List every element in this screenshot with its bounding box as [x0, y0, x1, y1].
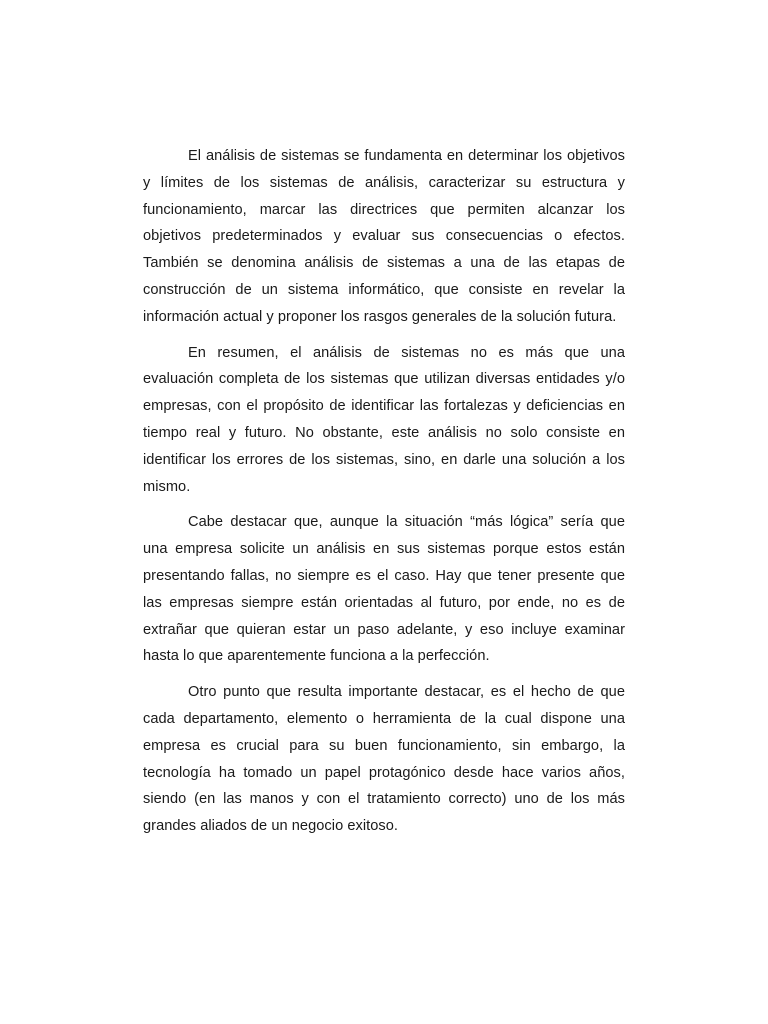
paragraph-2: En resumen, el análisis de sistemas no es más que una evaluación completa de los sistemas que utilizan diversas entidades y/o empresas, con el propósito de identificar las fortalezas y deficiencias en tiempo real y futuro. No obstante, este análisis no solo consiste en identificar los errores de los sistemas, sino, en darle una solución a los mismo.: [143, 344, 625, 495]
paragraph-4: Otro punto que resulta importante destacar, es el hecho de que cada departamento, elemento o herramienta de la cual dispone una empresa es crucial para su buen funcionamiento, sin embargo, la tecnología ha tomado un papel protagónico desde hace varios años, siendo (en las manos y con el tratamiento correcto) uno de los más grandes aliados de un negocio exitoso.: [143, 684, 625, 835]
paragraph-3: Cabe destacar que, aunque la situación “más lógica” sería que una empresa solicite un análisis en sus sistemas porque estos están presentando fallas, no siempre es el caso. Hay que tener presente que las empresas siempre están orientadas al futuro, por ende, no es de extrañar que quieran estar un paso adelante, y eso incluye examinar hasta lo que aparentemente funciona a la perfección.: [143, 514, 625, 665]
document-body: [143, 143, 625, 849]
paragraph-1: El análisis de sistemas se fundamenta en determinar los objetivos y límites de los sistemas de análisis, caracterizar su estructura y funcionamiento, marcar las directrices que permiten alcanzar los objetivos predeterminados y evaluar sus consecuencias o efectos. También se denomina análisis de sistemas a una de las etapas de construcción de un sistema informático, que consiste en revelar la información actual y proponer los rasgos generales de la solución futura.: [143, 148, 625, 325]
